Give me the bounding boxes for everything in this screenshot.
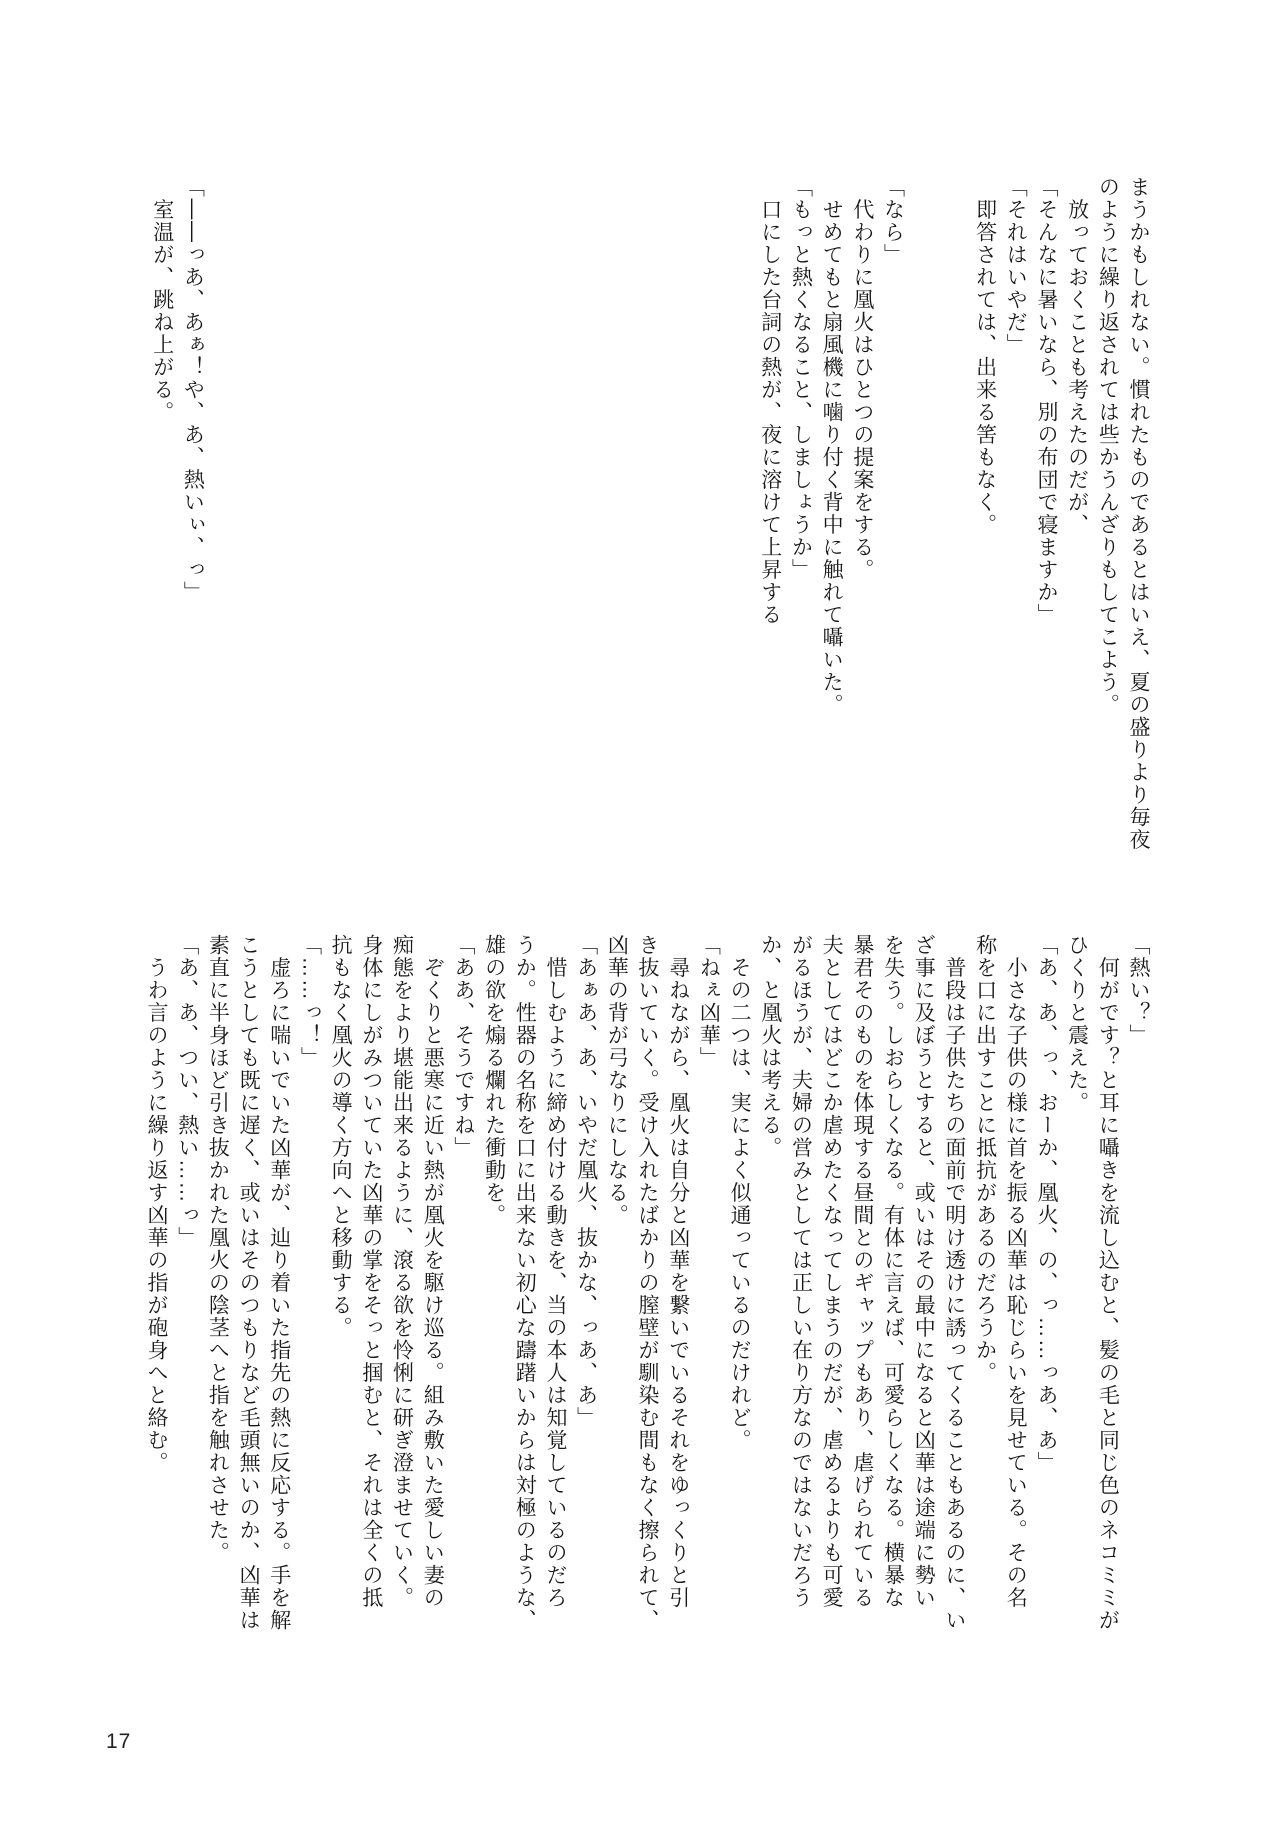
blank-line — [938, 176, 969, 888]
text-line: 夫としてはどこか虐めたくなってしまうのだが、虐めるよりも可愛 — [820, 934, 844, 1609]
text-line: 室温が、跳ね上がる。 — [150, 176, 174, 424]
text-line: 称を口に出すことに抵抗があるのだろうか。 — [973, 934, 997, 1384]
text-line: 普段は子供たちの面前で明け透けに誘ってくることもあるのに、い — [942, 934, 966, 1632]
upper-left-text-block — [146, 176, 207, 888]
text-line: き抜いていく。受け入れたばかりの膣壁が馴染む間もなく擦られて、 — [636, 934, 659, 1632]
blank-line — [908, 176, 939, 888]
text-line: 「――っあ、あぁ！や、あ、熱いぃ、っ」 — [181, 176, 205, 604]
text-line: こうとしても既に遅く、或いはそのつもりなど毛頭無いのか、凶華は — [237, 934, 261, 1632]
text-line: 痴態をより堪能出来るように、滾る欲を怜悧に研ぎ澄ませていく。 — [390, 934, 414, 1609]
text-line: 暴君そのものを体現する昼間とのギャップもあり、虐げられている — [850, 934, 874, 1609]
lower-text-block — [140, 934, 1153, 1696]
text-line: 「なら」 — [881, 176, 905, 266]
page-number: 17 — [106, 1730, 132, 1753]
text-line: うわ言のように繰り返す凶華の指が砲身へと絡む。 — [145, 934, 168, 1474]
upper-text-block — [754, 176, 1153, 888]
text-line: か、と凰火は考える。 — [758, 934, 782, 1159]
text-line: その二つは、実によく似通っているのだけれど。 — [728, 934, 752, 1452]
text-line: 身体にしがみついていた凶華の掌をそっと掴むと、それは全くの抵 — [359, 934, 383, 1609]
text-line: 口にした台詞の熱が、夜に溶けて上昇する — [758, 176, 782, 626]
text-line: 抗もなく凰火の導く方向へと移動する。 — [329, 934, 353, 1339]
text-line: 即答されては、出来る筈もなく。 — [973, 176, 997, 536]
text-line: 「あ、あ、つい、熱い……っ」 — [175, 934, 199, 1249]
text-line: を失う。しおらしくなる。有体に言えば、可愛らしくなる。横暴な — [881, 934, 905, 1609]
text-line: がるほうが、夫婦の営みとしては正しい在り方なのではないだろう — [789, 934, 813, 1609]
text-line: 何がです？と耳に囁きを流し込むと、髪の毛と同じ色のネコミミが — [1096, 934, 1120, 1632]
text-line: 虚ろに喘いでいた凶華が、辿り着いた指先の熱に反応する。手を解 — [267, 934, 291, 1632]
text-line: 「……っ！」 — [298, 934, 322, 1069]
text-line: 「そんなに暑いなら、別の布団で寝ますか」 — [1034, 176, 1058, 626]
text-line: 素直に半身ほど引き抜かれた凰火の陰茎へと指を触れさせた。 — [206, 934, 230, 1564]
text-line: うか。性器の名称を口に出来ない初心な躊躇いからは対極のような、 — [513, 934, 537, 1632]
text-line: せめてもと扇風機に噛り付く背中に触れて囁いた。 — [820, 176, 844, 716]
text-line: 「ああ、そうですね」 — [451, 934, 475, 1159]
text-line: 惜しむように締め付ける動きを、当の本人は知覚しているのだろ — [543, 934, 567, 1609]
text-line: 「それはいやだ」 — [1004, 176, 1028, 356]
text-line: ひくりと震えた。 — [1065, 934, 1089, 1114]
text-line: 「もっと熱くなること、しましょうか」 — [789, 176, 813, 581]
text-line: 「ねぇ凶華」 — [697, 934, 721, 1069]
text-line: のように繰り返されては些かうんざりもしてこよう。 — [1096, 176, 1120, 716]
text-line: 代わりに凰火はひとつの提案をする。 — [850, 176, 874, 581]
text-line: 凶華の背が弓なりにしなる。 — [605, 934, 629, 1227]
text-line: 「あぁあ、あ、いやだ凰火、抜かな、っあ、あ」 — [574, 934, 598, 1429]
text-line: 「あ、あ、っ、おーか、凰火、の、っ……っあ、あ」 — [1034, 934, 1058, 1474]
text-line: 尋ねながら、凰火は自分と凶華を繋いでいるそれをゆっくりと引 — [666, 934, 690, 1609]
text-line: ざ事に及ぼうとすると、或いはその最中になると凶華は途端に勢い — [912, 934, 936, 1609]
text-line: 小さな子供の様に首を振る凶華は恥じらいを見せている。その名 — [1004, 934, 1028, 1609]
text-line: 放っておくことも考えたのだが、 — [1065, 176, 1089, 536]
text-line: まうかもしれない。慣れたものであるとはいえ、夏の盛りより毎夜 — [1127, 176, 1150, 851]
text-line: 「熱い？」 — [1127, 934, 1150, 1047]
text-line: 雄の欲を煽る爛れた衝動を。 — [482, 934, 506, 1227]
text-line: ぞくりと悪寒に近い熱が凰火を駆け巡る。組み敷いた愛しい妻の — [421, 934, 445, 1609]
